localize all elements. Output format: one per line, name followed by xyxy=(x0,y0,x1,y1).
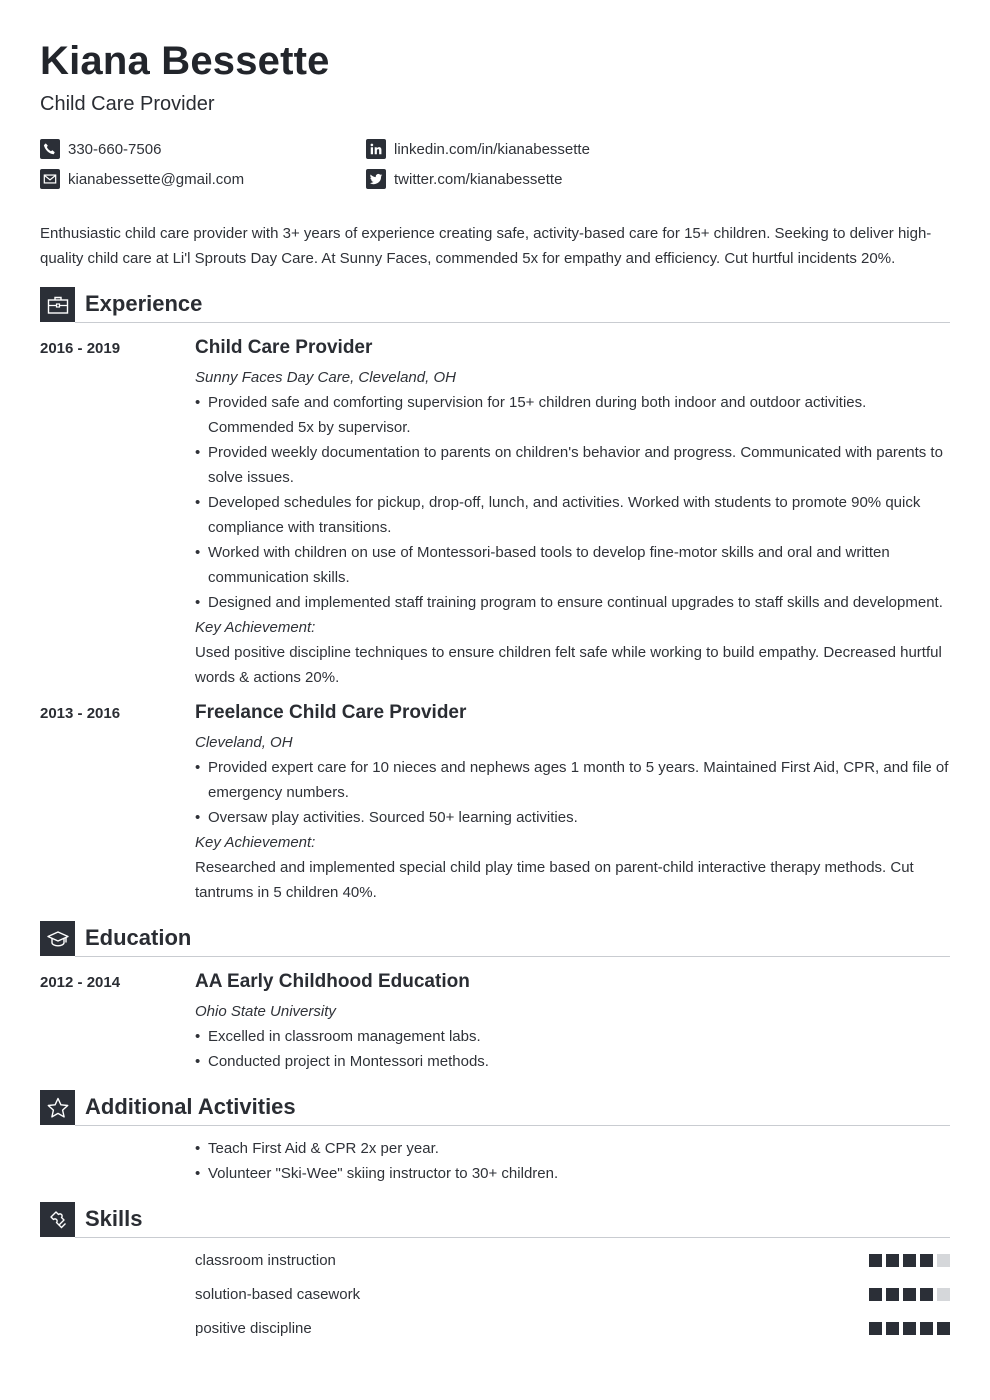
envelope-icon xyxy=(40,169,60,189)
resume-page xyxy=(40,0,950,1400)
skill-row xyxy=(195,1319,950,1339)
linkedin-text[interactable]: linkedin.com/in/kianabessette xyxy=(394,140,590,158)
skill-dot-filled xyxy=(920,1288,933,1301)
contact-linkedin xyxy=(366,139,590,159)
experience-org: Cleveland, OH xyxy=(195,734,293,751)
skill-dot-filled xyxy=(937,1322,950,1335)
section-divider xyxy=(75,322,950,323)
skill-dot-filled xyxy=(886,1288,899,1301)
experience-dates: 2016 - 2019 xyxy=(40,340,121,357)
list-item: • Developed schedules for pickup, drop-off, lunch, and activities. Worked with students to promote 90% quick compliance with transitions. xyxy=(195,490,950,540)
phone-icon xyxy=(40,139,60,159)
skill-dot-filled xyxy=(869,1254,882,1267)
key-achievement-label: Key Achievement: xyxy=(195,619,316,636)
list-item: • Designed and implemented staff training program to ensure continual upgrades to staff skills and development. xyxy=(195,590,950,615)
skills-section-header xyxy=(40,1202,950,1238)
education-dates: 2012 - 2014 xyxy=(40,974,121,991)
list-item: • Teach First Aid & CPR 2x per year. xyxy=(195,1136,950,1161)
skill-rating xyxy=(865,1322,950,1335)
skill-row xyxy=(195,1285,950,1305)
star-icon xyxy=(40,1090,75,1125)
contact-phone xyxy=(40,139,161,159)
education-section-title: Education xyxy=(85,925,192,950)
education-title: AA Early Childhood Education xyxy=(195,971,470,992)
activities-section-header xyxy=(40,1090,950,1126)
activities-bullets xyxy=(195,1136,950,1186)
skill-row xyxy=(195,1251,950,1271)
skill-dot-filled xyxy=(903,1288,916,1301)
key-achievement-text: Researched and implemented special child play time based on parent-child interactive therapy methods. Cut tantrums in 5 children 40%. xyxy=(195,859,914,901)
email-text[interactable]: kianabessette@gmail.com xyxy=(68,170,245,188)
graduation-cap-icon xyxy=(40,921,75,956)
skills-section-title: Skills xyxy=(85,1206,143,1231)
education-section-header xyxy=(40,921,950,957)
experience-dates: 2013 - 2016 xyxy=(40,705,121,722)
experience-entry xyxy=(195,336,950,690)
skill-dot-filled xyxy=(903,1254,916,1267)
skill-dot-filled xyxy=(886,1322,899,1335)
skill-dot-filled xyxy=(869,1322,882,1335)
skill-dot-filled xyxy=(869,1288,882,1301)
skill-rating xyxy=(865,1288,950,1301)
linkedin-icon xyxy=(366,139,386,159)
experience-entry xyxy=(195,701,950,905)
list-item: • Worked with children on use of Montessori-based tools to develop fine-motor skills and oral and written communication skills. xyxy=(195,540,950,590)
skill-dot-filled xyxy=(886,1254,899,1267)
experience-bullets xyxy=(195,390,950,615)
list-item: • Volunteer "Ski-Wee" skiing instructor to 30+ children. xyxy=(195,1161,950,1186)
section-divider xyxy=(75,1237,950,1238)
skill-name: positive discipline xyxy=(195,1320,312,1337)
experience-title: Freelance Child Care Provider xyxy=(195,702,467,723)
puzzle-icon xyxy=(40,1202,75,1237)
skill-dot-filled xyxy=(920,1254,933,1267)
experience-bullets xyxy=(195,755,950,830)
section-divider xyxy=(75,956,950,957)
skill-dot-filled xyxy=(903,1322,916,1335)
skill-dot-empty xyxy=(937,1254,950,1267)
experience-org: Sunny Faces Day Care, Cleveland, OH xyxy=(195,369,456,386)
experience-title: Child Care Provider xyxy=(195,337,373,358)
activities-section-title: Additional Activities xyxy=(85,1094,296,1119)
activities-entry xyxy=(195,1136,950,1186)
list-item: • Conducted project in Montessori methods. xyxy=(195,1049,950,1074)
list-item: • Provided weekly documentation to parents on children's behavior and progress. Communicated with parents to solve issues. xyxy=(195,440,950,490)
section-divider xyxy=(75,1125,950,1126)
summary-paragraph: Enthusiastic child care provider with 3+ years of experience creating safe, activity-based care for 15+ children. Seeking to deliver high-quality child care at Li'l Sprouts Day Care. At Sunny Faces, commended 5x for empathy and efficiency. Cut hurtful incidents 20%. xyxy=(40,225,932,267)
experience-section-header xyxy=(40,287,950,323)
skill-dot-empty xyxy=(937,1288,950,1301)
twitter-text[interactable]: twitter.com/kianabessette xyxy=(394,170,563,188)
list-item: • Provided safe and comforting supervision for 15+ children during both indoor and outdoor activities. Commended 5x by supervisor. xyxy=(195,390,950,440)
twitter-icon xyxy=(366,169,386,189)
candidate-name: Kiana Bessette xyxy=(40,39,330,83)
contact-email xyxy=(40,169,244,189)
skill-name: classroom instruction xyxy=(195,1252,336,1269)
skill-name: solution-based casework xyxy=(195,1286,361,1303)
education-bullets xyxy=(195,1024,950,1074)
briefcase-icon xyxy=(40,287,75,322)
list-item: • Provided expert care for 10 nieces and nephews ages 1 month to 5 years. Maintained First Aid, CPR, and file of emergency numbers. xyxy=(195,755,950,805)
key-achievement-text: Used positive discipline techniques to ensure children felt safe while working to build empathy. Decreased hurtful words & actions 20%. xyxy=(195,644,942,686)
key-achievement-label: Key Achievement: xyxy=(195,834,316,851)
skill-rating xyxy=(865,1254,950,1267)
education-entry xyxy=(195,970,950,1074)
experience-section-title: Experience xyxy=(85,291,203,316)
list-item: • Oversaw play activities. Sourced 50+ learning activities. xyxy=(195,805,950,830)
candidate-title: Child Care Provider xyxy=(40,93,215,115)
education-school: Ohio State University xyxy=(195,1003,336,1020)
phone-text[interactable]: 330-660-7506 xyxy=(68,140,162,158)
list-item: • Excelled in classroom management labs. xyxy=(195,1024,950,1049)
skill-dot-filled xyxy=(920,1322,933,1335)
contact-twitter xyxy=(366,169,562,189)
